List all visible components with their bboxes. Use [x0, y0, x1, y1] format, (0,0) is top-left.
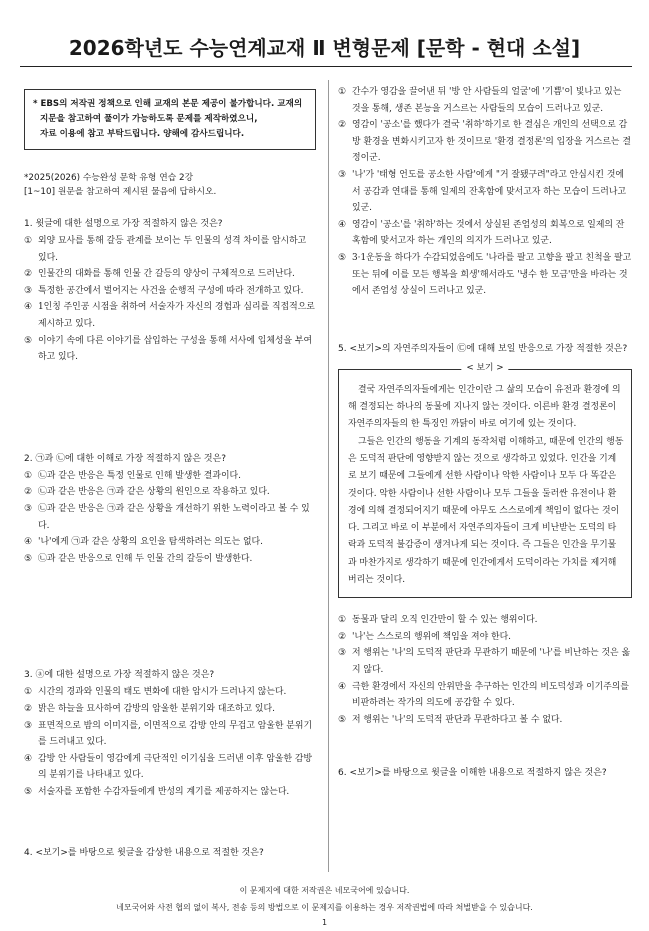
option-text: 특정한 공간에서 벌어지는 사건을 순행적 구성에 따라 전개하고 있다. — [38, 285, 304, 296]
option[interactable] — [24, 333, 316, 366]
option[interactable] — [338, 117, 632, 167]
option-mark: ① — [24, 236, 32, 246]
bogi-paragraph-1: 결국 자연주의자들에게는 인간이란 그 삶의 모습이 유전과 환경에 의해 결정되는 하나의 동물에 지나지 않는 것이다. 이른바 환경 결정론이 자연주의자들의 한 특징인 까닭이 바로 여기에 있는 것이다. — [348, 384, 621, 430]
footer-warning-line: 네모국어와 사전 협의 없이 복사, 전송 등의 방법으로 이 문제지를 이용하는 경우 저작권법에 따라 처벌받을 수 있습니다. — [116, 903, 533, 912]
source-info — [24, 171, 316, 199]
option-text: ㉡과 같은 반응으로 인해 두 인물 간의 갈등이 발생한다. — [38, 553, 253, 564]
column-divider — [328, 80, 329, 872]
option-mark: ④ — [338, 219, 346, 230]
option-mark: ③ — [24, 720, 32, 731]
option-text: ㉡과 같은 반응은 특정 인물로 인해 발생한 결과이다. — [38, 470, 241, 481]
option-mark: ④ — [338, 681, 346, 692]
page-title: 2026학년도 수능연계교재 Ⅱ 변형문제 [문학 - 현대 소설] — [68, 36, 581, 60]
option[interactable] — [338, 612, 632, 629]
option-text: 표면적으로 밤의 이미지를, 이면적으로 감방 안의 무겁고 암울한 분위기를 드러내고 있다. — [38, 720, 313, 748]
notice-line-2: 지문을 참고하여 풀이가 가능하도록 문제를 제작하였으니, — [40, 114, 258, 124]
bogi-box-wrapper — [338, 362, 632, 599]
option[interactable] — [338, 629, 632, 646]
option-text: 3·1운동을 하다가 수감되었음에도 '나라를 팔고 고향을 팔고 친척을 팔고 또는 뒤에 이를 모든 행복을 희생'해서라도 '냉수 한 모금'만을 바라는 것에서 존엄성 상실이 드러나고 있군. — [352, 252, 632, 297]
option[interactable] — [24, 468, 316, 485]
option-mark: ② — [338, 631, 346, 642]
right-column — [338, 84, 632, 780]
option[interactable] — [24, 784, 316, 801]
source-line-2: [1~10] 원문을 참고하여 제시된 물음에 답하시오. — [24, 187, 217, 197]
option[interactable] — [338, 712, 632, 729]
option[interactable] — [338, 84, 632, 117]
option[interactable] — [24, 718, 316, 751]
option[interactable] — [338, 217, 632, 250]
option-text: 극한 환경에서 자신의 안위만을 추구하는 인간의 비도덕성과 이기주의를 비판하려는 작가의 의도에 공감할 수 있다. — [352, 681, 629, 709]
option-text: '나'는 스스로의 행위에 책임을 져야 한다. — [352, 631, 511, 642]
option[interactable] — [24, 233, 316, 266]
option[interactable] — [338, 645, 632, 678]
copyright-notice-box — [24, 89, 316, 150]
question-6-stem: 6. <보기>를 바탕으로 윗글을 이해한 내용으로 적절하지 않은 것은? — [338, 768, 607, 779]
question-3 — [24, 668, 316, 800]
option-text: 서술자를 포함한 수감자들에게 반성의 계기를 제공하지는 않는다. — [38, 786, 290, 797]
option-mark: ① — [338, 87, 346, 97]
option[interactable] — [24, 684, 316, 701]
source-line-1: *2025(2026) 수능완성 문학 유형 연습 2강 — [24, 173, 194, 183]
option[interactable] — [24, 484, 316, 501]
question-4-options — [338, 84, 632, 300]
option-mark: ④ — [24, 753, 32, 764]
option-mark: ⑤ — [24, 335, 32, 346]
option-text: 인물간의 대화를 통해 인물 간 갈등의 양상이 구체적으로 드러난다. — [38, 269, 295, 280]
question-2 — [24, 452, 316, 568]
question-4-stem: 4. <보기>를 바탕으로 윗글을 감상한 내용으로 적절한 것은? — [24, 848, 264, 859]
option-mark: ③ — [24, 285, 32, 296]
option-mark: ③ — [24, 503, 32, 514]
footer-copyright-line: 이 문제지에 대한 저작권은 네모국어에 있습니다. — [239, 886, 410, 895]
option-text: 영감이 '공소'를 '취하'하는 것에서 상실된 존엄성의 회복으로 일제의 잔혹함에 맞서고자 하는 개인의 의지가 드러나고 있군. — [352, 219, 625, 247]
option-mark: ⑤ — [24, 553, 32, 564]
option[interactable] — [24, 501, 316, 534]
option[interactable] — [24, 751, 316, 784]
option-text: 저 행위는 '나'의 도덕적 판단과 무관하다고 볼 수 없다. — [352, 714, 563, 725]
question-3-stem: 3. ⓐ에 대한 설명으로 가장 적절하지 않은 것은? — [24, 670, 215, 681]
question-4 — [24, 846, 316, 860]
question-1 — [24, 217, 316, 366]
question-5-options — [338, 612, 632, 728]
option-mark: ③ — [338, 648, 346, 659]
option-text: ㉡과 같은 반응은 ㉠과 같은 상황의 원인으로 작용하고 있다. — [38, 487, 270, 498]
option-mark: ② — [338, 120, 346, 131]
option-text: ㉡과 같은 반응은 ㉠과 같은 상황을 개선하기 위한 노력이라고 볼 수 있다. — [38, 503, 310, 531]
option-mark: ① — [338, 615, 346, 626]
option-mark: ④ — [24, 537, 32, 548]
option[interactable] — [24, 283, 316, 300]
option-mark: ② — [24, 269, 32, 280]
question-1-stem: 1. 윗글에 대한 설명으로 가장 적절하지 않은 것은? — [24, 219, 223, 229]
option-text: 간수가 영감을 끌어낸 뒤 '방 안 사람들의 얼굴'에 '기쁨'이 빛나고 있는 것을 통해, 생존 본능을 거스르는 사람들의 모습이 드러나고 있군. — [352, 87, 622, 114]
option-mark: ⑤ — [338, 714, 346, 725]
question-1-options — [24, 233, 316, 366]
option[interactable] — [338, 167, 632, 217]
option-text: '나'에게 ㉠과 같은 상황의 요인을 탐색하려는 의도는 없다. — [38, 537, 263, 548]
option-text: 시간의 경과와 인물의 태도 변화에 대한 암시가 드러나지 않는다. — [38, 687, 287, 698]
question-2-options — [24, 468, 316, 568]
option-mark: ② — [24, 487, 32, 498]
question-5-stem: 5. <보기>의 자연주의자들이 ㉢에 대해 보일 반응으로 가장 적절한 것은? — [338, 343, 628, 354]
option[interactable] — [24, 551, 316, 568]
option[interactable] — [338, 679, 632, 712]
option[interactable] — [24, 266, 316, 283]
left-column — [24, 84, 316, 860]
option-text: 이야기 속에 다른 이야기를 삽입하는 구성을 통해 서사에 입체성을 부여하고 있다. — [38, 335, 313, 363]
title-rule — [20, 66, 632, 67]
option-mark: ② — [24, 703, 32, 714]
option-text: 1인칭 주인공 시점을 취하여 서술자가 자신의 경험과 심리를 직접적으로 제시하고 있다. — [38, 302, 315, 329]
option-text: 동물과 달리 오직 인간만이 할 수 있는 행위이다. — [352, 615, 538, 626]
option-text: 영감이 '공소'를 했다가 결국 '취하'하기로 한 결심은 개인의 선택으로 감방 환경을 변화시키고자 한 것이므로 '환경 결정론'의 입장을 거스르는 결정이군. — [352, 120, 631, 164]
bogi-label: < 보기 > — [461, 362, 508, 375]
question-3-options — [24, 684, 316, 800]
option[interactable] — [24, 701, 316, 718]
bogi-box — [338, 369, 632, 599]
option-text: 감방 안 사람들이 영감에게 극단적인 이기심을 드러낸 이후 암울한 감방의 분위기를 나타내고 있다. — [38, 753, 313, 781]
option-mark: ⑤ — [24, 786, 32, 797]
option-text: 저 행위는 '나'의 도덕적 판단과 무관하기 때문에 '나'를 비난하는 것은 옳지 않다. — [352, 648, 631, 676]
option-text: 외양 묘사를 통해 갈등 관계를 보이는 두 인물의 성격 차이를 암시하고 있다. — [38, 236, 307, 263]
question-6 — [338, 766, 632, 780]
option-text: '나'가 '태형 언도를 공소한 사람'에게 "거 잘됐구려"라고 안심시킨 것에서 공감과 연대를 통해 일제의 잔혹함에 맞서고자 하는 모습이 드러나고 있군. — [352, 169, 627, 214]
option-text: 밝은 하늘을 묘사하여 감방의 암울한 분위기와 대조하고 있다. — [38, 703, 275, 714]
option-mark: ① — [24, 470, 32, 481]
bogi-paragraph-2: 그들은 인간의 행동을 기계의 동작처럼 이해하고, 때문에 인간의 행동은 도덕적 판단에 영향받지 않는 것으로 생각하고 있었다. 인간을 기계로 보기 때문에 그들에게 선한 사람이나 악한 사람이나 모두 다 똑같은 것이다. 악한 사람이나 선한 사람이나 모두 그들을 둘러싼 유전이나 환경에 의해 결정되어지기 때문에 아무도 스스로에게 책임이 없다는 것이다. 그리고 바로 이 부분에서 자연주의자들이 크게 비난받는 도덕의 타락과 도덕적 불감증이 생겨나게 되는 것이다. 즉 그들은 인간을 무기물과 마찬가지로 생각하기 때문에 인간에게서 도덕이라는 가치를 제거해 버리는 것이다. — [348, 436, 624, 585]
option-mark: ④ — [24, 302, 32, 313]
option-mark: ① — [24, 687, 32, 698]
option[interactable] — [338, 250, 632, 300]
option[interactable] — [24, 299, 316, 332]
option-mark: ③ — [338, 169, 346, 180]
option[interactable] — [24, 534, 316, 551]
question-2-stem: 2. ㉠과 ㉡에 대한 이해로 가장 적절하지 않은 것은? — [24, 453, 227, 464]
option-mark: ⑤ — [338, 252, 346, 263]
notice-line-3: 자료 이용에 참고 부탁드립니다. 양해에 감사드립니다. — [40, 129, 245, 139]
page-number: 1 — [321, 918, 328, 927]
notice-line-1: * EBS의 저작권 정책으로 인해 교재의 본문 제공이 불가합니다. 교재의 — [33, 99, 303, 109]
question-5 — [338, 342, 632, 729]
